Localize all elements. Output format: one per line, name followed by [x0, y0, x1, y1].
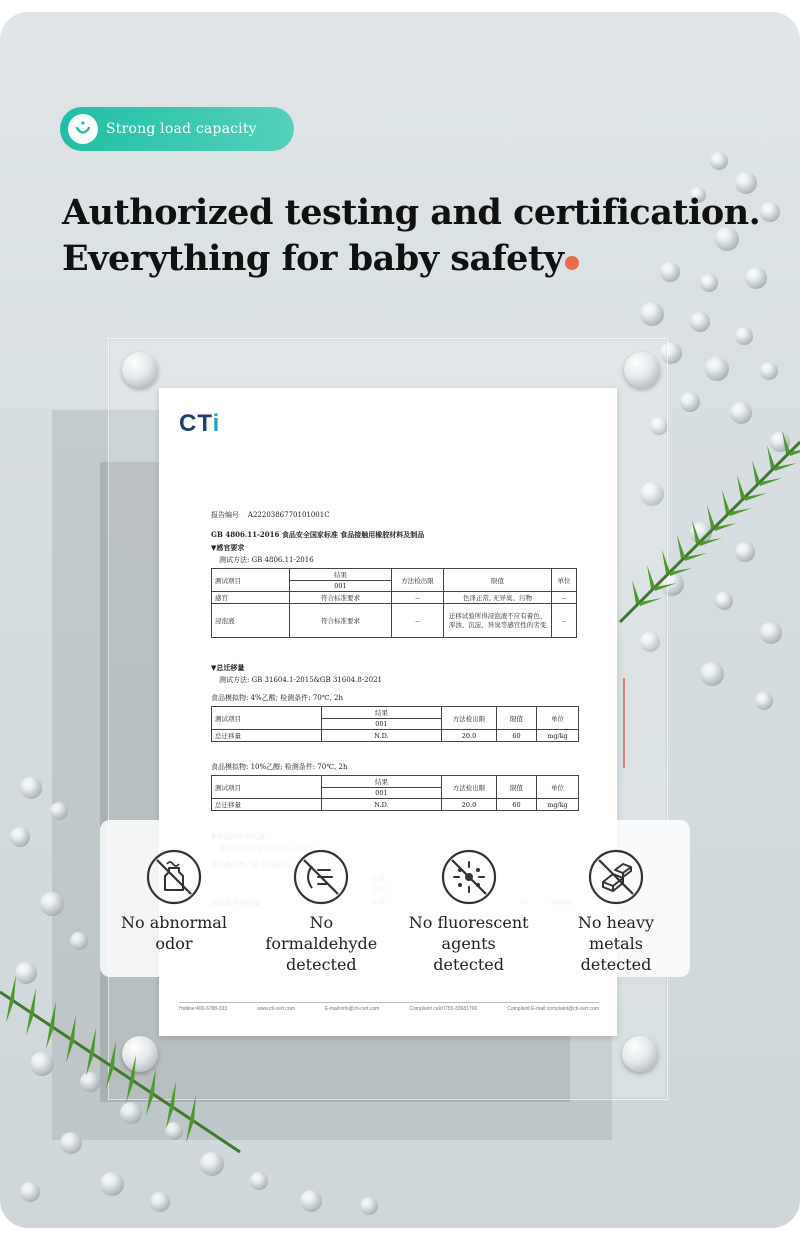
product-card [0, 12, 800, 1228]
feature-no-odor [104, 820, 244, 977]
droplet [40, 892, 64, 916]
droplet [735, 327, 753, 345]
droplet [690, 312, 710, 332]
feature-label: No heavy metals detected [577, 913, 655, 974]
feature-label: No fluorescent agents detected [408, 913, 529, 974]
droplet [150, 1192, 170, 1212]
cti-logo: CTi [179, 410, 221, 437]
feature-no-formaldehyde [251, 820, 391, 977]
red-stamp [605, 678, 625, 768]
migration-table-1: 测试项目 结果 方法检出限 限值 单位 001 总迁移量 N.D. 20.0 60 mg/kg [211, 706, 579, 742]
droplet [360, 1197, 378, 1215]
headline-line-1: Authorized testing and certification. [62, 192, 761, 233]
food-simulant: 食品模拟物: 4%乙酸; 检测条件: 70℃, 2h [211, 694, 344, 702]
leaf-branch-icon [600, 432, 800, 632]
droplet [705, 357, 729, 381]
droplet [710, 152, 728, 170]
no-fluorescent-icon [440, 848, 498, 906]
droplet [640, 302, 664, 326]
no-formaldehyde-icon [292, 848, 350, 906]
feature-no-heavy-metals [546, 820, 686, 977]
feature-badge [60, 107, 294, 151]
bolt-icon [624, 352, 660, 388]
headline-line-2 [62, 236, 782, 282]
no-odor-icon [145, 848, 203, 906]
droplet [755, 692, 773, 710]
droplet [300, 1190, 322, 1212]
droplet [20, 1182, 40, 1202]
smile-icon [68, 114, 98, 144]
headline [62, 190, 782, 282]
droplet [730, 402, 752, 424]
droplet [20, 777, 42, 799]
test-method: 测试方法: GB 31604.1-2015&GB 31604.8-2021 [219, 676, 382, 684]
feature-label: No formaldehyde detected [265, 913, 378, 974]
report-no-label: 报告编号 A2220386770101001C [211, 511, 330, 519]
droplet [760, 362, 778, 380]
section-heading: ▼总迁移量 [211, 663, 245, 672]
badge-label: Strong load capacity [106, 121, 257, 137]
feature-no-fluorescent [399, 820, 539, 977]
accent-dot [565, 256, 579, 270]
food-simulant: 食品模拟物: 10%乙醇; 检测条件: 70℃, 2h [211, 763, 348, 771]
droplet [50, 802, 68, 820]
standard-title: GB 4806.11-2016 食品安全国家标准 食品接触用橡胶材料及制品 [211, 530, 425, 539]
droplet [70, 932, 88, 950]
bolt-icon [622, 1036, 658, 1072]
no-heavy-metals-icon [587, 848, 645, 906]
droplet [680, 392, 700, 412]
cti-logo-accent: i [212, 410, 221, 437]
droplet [250, 1172, 268, 1190]
droplet [100, 1172, 124, 1196]
test-method: 测试方法: GB 4806.11-2016 [219, 556, 314, 564]
feature-label: No abnormal odor [121, 913, 227, 953]
droplet [10, 827, 30, 847]
headline-line-2-text: Everything for baby safety [62, 238, 564, 279]
safety-features-panel [100, 820, 690, 977]
bolt-icon [122, 352, 158, 388]
section-heading: ▼感官要求 [211, 543, 245, 552]
droplet [700, 662, 724, 686]
document-footer: Hotline:400-6788-333 www.cti-cert.com E-mail:info@cti-cert.com Complaint call:0755-33681700 Complaint E-mail:complaint@cti-cert.com [179, 1002, 599, 1012]
sensory-table: 测试项目 结果 方法检出限 限值 单位 001 感官 符合标准要求 -- 色泽正常, 无异臭、污物 -- 浸泡液 符合标准要求 -- 迁移试验所得浸泡液不应有着色、浑浊、沉淀、异臭等感官性的劣变 -- [211, 568, 577, 638]
migration-table-2: 测试项目 结果 方法检出限 限值 单位 001 总迁移量 N.D. 20.0 60 mg/kg [211, 775, 579, 811]
